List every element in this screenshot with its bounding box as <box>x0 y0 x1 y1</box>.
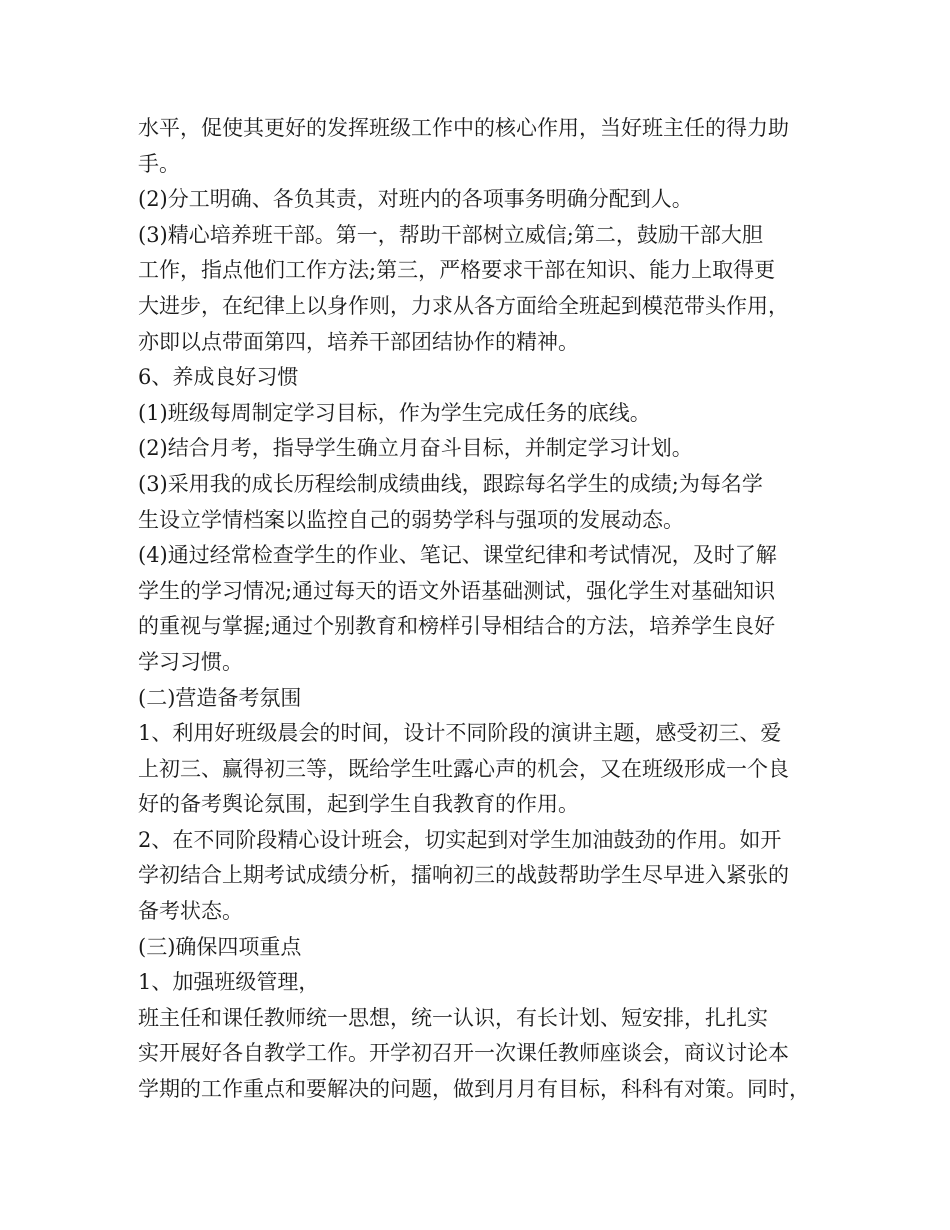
text-line-15: 的重视与掌握;通过个别教育和榜样引导相结合的方法，培养学生良好 <box>138 614 776 639</box>
text-line-7: 亦即以点带面第四，培养干部团结协作的精神。 <box>138 329 579 354</box>
text-line-10: (2)结合月考，指导学生确立月奋斗目标，并制定学习计划。 <box>138 436 693 461</box>
text-line-2: 手。 <box>138 151 180 176</box>
text-line-14: 学生的学习情况;通过每天的语文外语基础测试，强化学生对基础知识 <box>138 578 776 603</box>
document-body <box>138 111 828 1108</box>
text-line-11: (3)采用我的成长历程绘制成绩曲线，跟踪每名学生的成绩;为每名学 <box>138 471 763 496</box>
text-line-20: 好的备考舆论氛围，起到学生自我教育的作用。 <box>138 792 579 817</box>
text-line-4: (3)精心培养班干部。第一，帮助干部树立威信;第二，鼓励干部大胆 <box>138 222 763 247</box>
text-line-6: 大进步，在纪律上以身作则，力求从各方面给全班起到模范带头作用， <box>138 293 789 318</box>
text-line-23: 备考状态。 <box>138 899 243 924</box>
text-line-3: (2)分工明确、各负其责，对班内的各项事务明确分配到人。 <box>138 187 693 212</box>
text-line-21: 2、在不同阶段精心设计班会，切实起到对学生加油鼓劲的作用。如开 <box>138 827 782 852</box>
text-line-13: (4)通过经常检查学生的作业、笔记、课堂纪律和考试情况，及时了解 <box>138 543 777 568</box>
section-heading-priorities: (三)确保四项重点 <box>138 934 302 959</box>
text-line-19: 上初三、赢得初三等，既给学生吐露心声的机会，又在班级形成一个良 <box>138 756 789 781</box>
text-line-28: 学期的工作重点和要解决的问题，做到月月有目标，科科有对策。同时， <box>138 1077 810 1102</box>
section-heading-atmosphere: (二)营造备考氛围 <box>138 685 302 710</box>
text-line-5: 工作，指点他们工作方法;第三，严格要求干部在知识、能力上取得更 <box>138 258 776 283</box>
text-line-12: 生设立学情档案以监控自己的弱势学科与强项的发展动态。 <box>138 507 684 532</box>
text-line-22: 学初结合上期考试成绩分析，擂响初三的战鼓帮助学生尽早进入紧张的 <box>138 863 789 888</box>
text-line-18: 1、利用好班级晨会的时间，设计不同阶段的演讲主题，感受初三、爱 <box>138 721 782 746</box>
section-heading-habits: 6、养成良好习惯 <box>138 365 299 390</box>
text-line-26: 班主任和课任教师统一思想，统一认识，有长计划、短安排，扎扎实 <box>138 1005 768 1030</box>
text-line-27: 实开展好各自教学工作。开学初召开一次课任教师座谈会，商议讨论本 <box>138 1041 789 1066</box>
text-line-9: (1)班级每周制定学习目标，作为学生完成任务的底线。 <box>138 400 651 425</box>
text-line-16: 学习习惯。 <box>138 649 243 674</box>
text-line-1: 水平，促使其更好的发挥班级工作中的核心作用，当好班主任的得力助 <box>138 116 789 140</box>
text-line-25: 1、加强班级管理， <box>138 970 320 995</box>
